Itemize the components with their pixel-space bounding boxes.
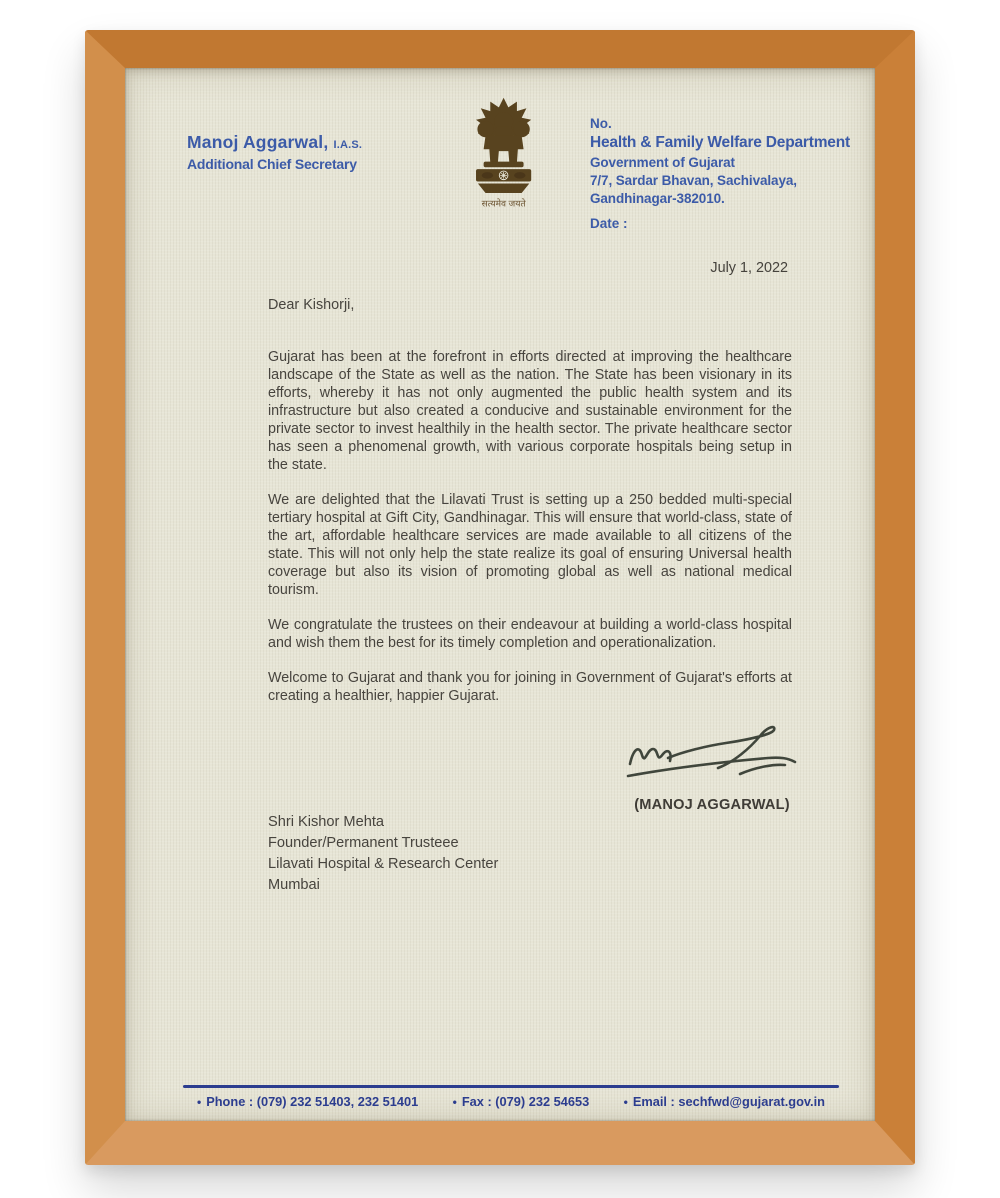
phone-label: Phone :	[206, 1094, 254, 1109]
addressee-organization: Lilavati Hospital & Research Center	[268, 856, 499, 872]
fax-label: Fax :	[461, 1094, 492, 1109]
salutation: Dear Kishorji,	[268, 297, 355, 313]
addressee-name: Shri Kishor Mehta	[268, 814, 384, 830]
letter-date: July 1, 2022	[710, 260, 788, 276]
signature-scribble-icon	[622, 718, 802, 790]
bullet-icon: •	[452, 1095, 457, 1109]
paragraph-3: We congratulate the trustees on their endeavour at building a world-class hospital and wish them the best for its timely completion and operationalization.	[268, 617, 792, 651]
addressee-city: Mumbai	[268, 877, 320, 893]
footer-divider	[183, 1085, 839, 1088]
sender-title: Additional Chief Secretary	[187, 156, 357, 172]
bullet-icon: •	[623, 1095, 628, 1109]
sender-suffix: I.A.S.	[333, 139, 363, 151]
footer-email	[624, 1094, 825, 1109]
email-value: sechfwd@gujarat.gov.in	[678, 1094, 825, 1109]
paragraph-2: We are delighted that the Lilavati Trust is setting up a 250 bedded multi-special tertiary hospital at Gift City, Gandhinagar. This will ensure that world-class, state of the art, affordable healthcare services are made available to all citizens of the state. This will not only help the state realize its goal of ensuring Universal health coverage but also its vision of promoting global as well as national medical tourism.	[268, 492, 792, 598]
signatory-printed-name: (MANOJ AGGARWAL)	[634, 797, 790, 813]
office-address-line2: Gandhinagar-382010.	[590, 191, 725, 206]
letterhead-paper	[125, 68, 875, 1121]
email-label: Email :	[632, 1094, 675, 1109]
letter-body	[268, 297, 792, 722]
government-name: Government of Gujarat	[590, 155, 735, 170]
office-block	[590, 116, 870, 231]
footer-phone	[197, 1094, 418, 1109]
addressee-role: Founder/Permanent Trusteee	[268, 835, 459, 851]
footer-fax	[453, 1094, 590, 1109]
office-address-line1: 7/7, Sardar Bhavan, Sachivalaya,	[590, 173, 797, 188]
footer-contact-row	[183, 1094, 839, 1109]
date-label: Date :	[590, 216, 628, 231]
no-label: No.	[590, 116, 612, 131]
emblem-motto: सत्यमेव जयते	[481, 198, 526, 209]
national-emblem-of-india-icon	[459, 94, 549, 217]
paragraph-4: Welcome to Gujarat and thank you for joining in Government of Gujarat's efforts at creating a healthier, happier Gujarat.	[268, 670, 792, 704]
sender-name	[187, 132, 362, 153]
phone-value: (079) 232 51403, 232 51401	[256, 1094, 419, 1109]
paragraph-1: Gujarat has been at the forefront in efforts directed at improving the healthcare landscape of the State as well as the nation. The State has been visionary in its efforts, whereby it has not only augmented the public health system and its infrastructure but also created a conducive and sustainable environment for the private sector to invest healthily in the health sector. The private healthcare sector has seen a phenomenal growth, with various corporate hospitals being setup in the state.	[268, 349, 792, 473]
fax-value: (079) 232 54653	[495, 1094, 590, 1109]
bullet-icon: •	[197, 1095, 202, 1109]
wooden-frame	[85, 30, 915, 1165]
department-name: Health & Family Welfare Department	[590, 134, 850, 151]
sender-name-text: Manoj Aggarwal,	[187, 132, 329, 152]
sender-block	[187, 132, 362, 172]
signature-block	[617, 718, 807, 813]
addressee-block	[268, 812, 498, 896]
